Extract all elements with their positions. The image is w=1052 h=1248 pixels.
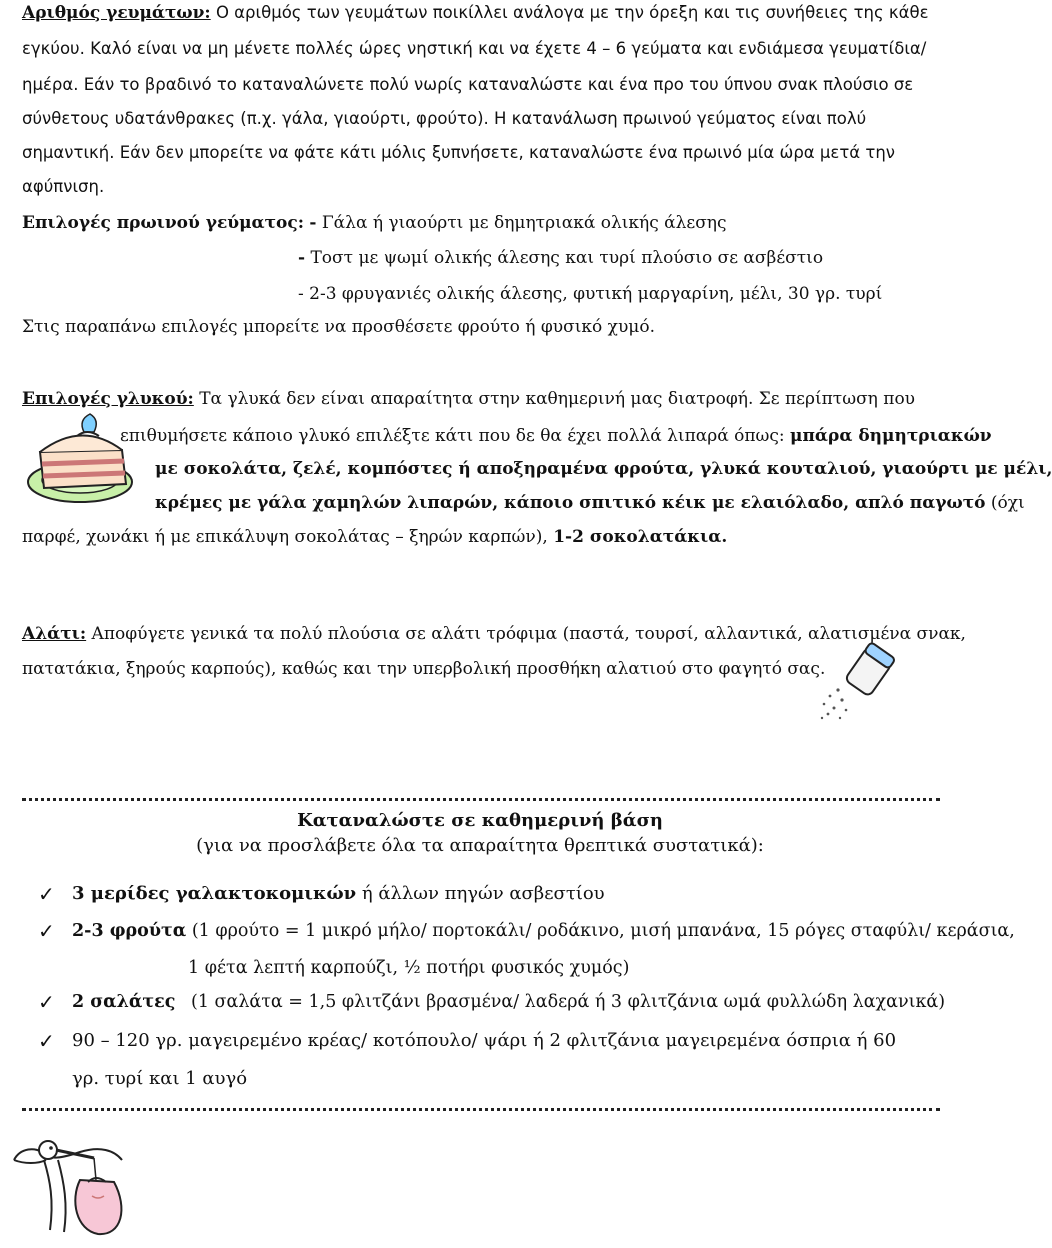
- daily-item-2-text: (1 φρούτο = 1 μικρό μήλο/ πορτοκάλι/ ροδάκινο, μισή μπανάνα, 15 ρόγες σταφύλι/ κεράσια,: [191, 921, 1015, 941]
- check-icon: ✓: [38, 919, 55, 943]
- daily-item-2: [72, 920, 1015, 942]
- sweets-line-2: [120, 425, 992, 447]
- sweets-bold-4: κρέμες με γάλα χαμηλών λιπαρών, κάποιο σπιτικό κέικ με ελαιόλαδο, απλό παγωτό: [155, 493, 986, 513]
- meals-line-5: σημαντική. Εάν δεν μπορείτε να φάτε κάτι μόλις ξυπνήσετε, καταναλώστε ένα πρωινό μία ώρα μετά την: [22, 143, 895, 162]
- sweets-line-1: [22, 388, 915, 410]
- daily-item-1: [72, 883, 605, 905]
- breakfast-line-2: [298, 247, 823, 269]
- daily-subtitle: (για να προσλάβετε όλα τα απαραίτητα θρεπτικά συστατικά):: [196, 835, 764, 856]
- check-icon: ✓: [38, 882, 55, 906]
- sweets-bold-5: 1-2 σοκολατάκια.: [553, 527, 728, 547]
- meals-line-4: σύνθετους υδατάνθρακες (π.χ. γάλα, γιαούρτι, φρούτο). Η κατανάλωση πρωινού γεύματος είναι πολύ: [22, 109, 867, 128]
- breakfast-option-3: - 2-3 φρυγανιές ολικής άλεσης, φυτική μαργαρίνη, μέλι, 30 γρ. τυρί: [298, 284, 883, 304]
- daily-item-4: 90 – 120 γρ. μαγειρεμένο κρέας/ κοτόπουλο/ ψάρι ή 2 φλιτζάνια μαγειρεμένα όσπρια ή 60: [72, 1030, 897, 1051]
- daily-item-3-bold: 2 σαλάτες: [72, 992, 176, 1012]
- meals-heading: Αριθμός γευμάτων:: [22, 3, 211, 23]
- breakfast-option-1: Γάλα ή γιαούρτι με δημητριακά ολικής άλεσης: [321, 213, 727, 233]
- daily-item-2-cont: 1 φέτα λεπτή καρπούζι, ½ ποτήρι φυσικός χυμός): [188, 958, 630, 978]
- sweets-bold-2: μπάρα δημητριακών: [790, 426, 992, 446]
- breakfast-option-2: Τοστ με ψωμί ολικής άλεσης και τυρί πλούσιο σε ασβέστιο: [310, 248, 824, 268]
- sweets-line-5: [22, 526, 727, 548]
- salt-shaker-icon: [818, 644, 898, 722]
- sweets-line-3: με σοκολάτα, ζελέ, κομπόστες ή αποξηραμένα φρούτα, γλυκά κουταλιού, γιαούρτι με μέλι,: [155, 459, 1052, 479]
- daily-item-1-text: ή άλλων πηγών ασβεστίου: [361, 883, 605, 904]
- meals-line-3: ημέρα. Εάν το βραδινό το καταναλώνετε πολύ νωρίς καταναλώστε και ένα προ του ύπνου σνακ πλούσιο σε: [22, 75, 914, 94]
- sweets-text-1: Τα γλυκά δεν είναι απαραίτητα στην καθημερινή μας διατροφή. Σε περίπτωση που: [199, 389, 916, 409]
- divider-bottom: [22, 1108, 940, 1111]
- daily-item-2-bold: 2-3 φρούτα: [72, 921, 187, 941]
- cake-slice-icon: [22, 410, 142, 508]
- meals-line-2: εγκύου. Καλό είναι να μη μένετε πολλές ώρες νηστική και να έχετε 4 – 6 γεύματα και ενδιάμεσα γευματίδια/: [22, 39, 927, 58]
- breakfast-dash-1: -: [309, 213, 317, 233]
- meals-text-1: Ο αριθμός των γευμάτων ποικίλλει ανάλογα με την όρεξη και τις συνήθειες της κάθε: [215, 3, 929, 22]
- salt-line-1: [22, 623, 966, 645]
- breakfast-dash-2: -: [298, 248, 306, 268]
- sweets-line-4: [155, 492, 1025, 514]
- sweets-heading: Επιλογές γλυκού:: [22, 389, 194, 409]
- breakfast-heading: Επιλογές πρωινού γεύματος:: [22, 213, 305, 233]
- divider-top: [22, 798, 940, 801]
- sweets-text-4: (όχι: [990, 493, 1025, 513]
- daily-item-3-text: (1 σαλάτα = 1,5 φλιτζάνι βρασμένα/ λαδερά ή 3 φλιτζάνια ωμά φυλλώδη λαχανικά): [191, 992, 946, 1012]
- stork-baby-icon: [10, 1120, 140, 1248]
- check-icon: ✓: [38, 990, 55, 1014]
- check-icon: ✓: [38, 1029, 55, 1053]
- sweets-text-2: επιθυμήσετε κάποιο γλυκό επιλέξτε κάτι που δε θα έχει πολλά λιπαρά όπως:: [120, 426, 785, 446]
- daily-item-1-bold: 3 μερίδες γαλακτοκομικών: [72, 883, 357, 904]
- sweets-text-5: παρφέ, χωνάκι ή με επικάλυψη σοκολάτας – ξηρών καρπών),: [22, 527, 548, 547]
- meals-line-6: αφύπνιση.: [22, 177, 105, 196]
- daily-title: Καταναλώστε σε καθημερινή βάση: [297, 810, 663, 831]
- salt-line-2: πατατάκια, ξηρούς καρπούς), καθώς και την υπερβολική προσθήκη αλατιού στο φαγητό σας.: [22, 659, 826, 679]
- salt-text-1: Αποφύγετε γενικά τα πολύ πλούσια σε αλάτι τρόφιμα (παστά, τουρσί, αλλαντικά, αλατισμένα σνακ,: [91, 624, 966, 644]
- breakfast-note: Στις παραπάνω επιλογές μπορείτε να προσθέσετε φρούτο ή φυσικό χυμό.: [22, 317, 655, 337]
- salt-heading: Αλάτι:: [22, 624, 87, 644]
- meals-line-1: [22, 2, 929, 24]
- breakfast-line-1: [22, 212, 727, 234]
- daily-item-4-cont: γρ. τυρί και 1 αυγό: [72, 1068, 248, 1089]
- daily-item-3: [72, 991, 945, 1013]
